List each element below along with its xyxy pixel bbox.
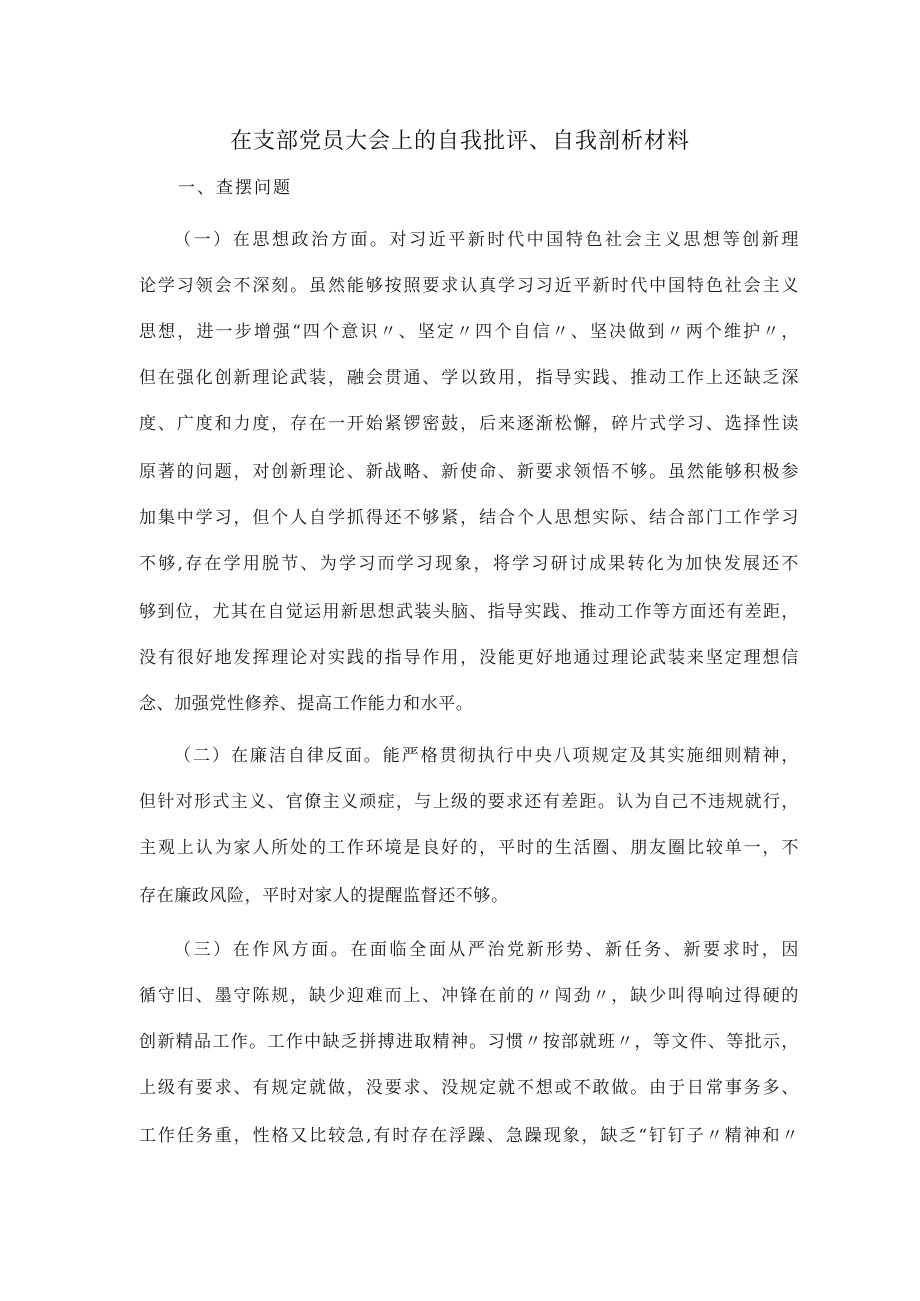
paragraph-line: 没有很好地发挥理论对实践的指导作用，没能更好地通过理论武装来坚定理想信 [139,648,799,668]
section-heading: 一、查摆问题 [178,178,292,198]
paragraph-line: 思想，进一步增强“四个意识〃、坚定〃四个自信〃、坚决做到〃两个维护〃， [139,322,799,342]
paragraph-line: 工作任务重，性格又比较急,有时存在浮躁、急躁现象，缺乏“钉钉子〃精神和〃 [139,1126,799,1146]
paragraph-line: 不够,存在学用脱节、为学习而学习现象，将学习研讨成果转化为加快发展还不 [139,554,799,574]
document-title: 在支部党员大会上的自我批评、自我剖析材料 [229,129,690,154]
paragraph-line: 但针对形式主义、官僚主义顽症，与上级的要求还有差距。认为自己不违规就行， [139,792,799,812]
paragraph-line: （三）在作风方面。在面临全面从严治党新形势、新任务、新要求时，因 [174,940,799,960]
paragraph-line: 论学习领会不深刻。虽然能够按照要求认真学习习近平新时代中国特色社会主义 [139,276,799,296]
paragraph-line: （一）在思想政治方面。对习近平新时代中国特色社会主义思想等创新理 [174,230,799,250]
paragraph-line: 主观上认为家人所处的工作环境是良好的，平时的生活圈、朋友圈比较单一，不 [139,838,799,858]
paragraph-line: 够到位，尤其在自觉运用新思想武装头脑、指导实践、推动工作等方面还有差距， [139,602,799,622]
paragraph-line: 上级有要求、有规定就做，没要求、没规定就不想或不敢做。由于日常事务多、 [139,1078,799,1098]
paragraph-line: 加集中学习，但个人自学抓得还不够紧，结合个人思想实际、结合部门工作学习 [139,508,799,528]
paragraph-line: 度、广度和力度，存在一开始紧锣密鼓，后来逐渐松懈，碎片式学习、选择性读 [139,414,799,434]
paragraph-line: 念、加强党性修养、提高工作能力和水平。 [139,694,474,714]
paragraph-line: （二）在廉洁自律反面。能严格贯彻执行中央八项规定及其实施细则精神， [174,746,799,766]
paragraph-line: 但在强化创新理论武装，融会贯通、学以致用，指导实践、推动工作上还缺乏深 [139,368,799,388]
paragraph-line: 原著的问题，对创新理论、新战略、新使命、新要求领悟不够。虽然能够积极参 [139,462,799,482]
paragraph-line: 创新精品工作。工作中缺乏拼搏进取精神。习惯〃按部就班〃，等文件、等批示， [139,1032,799,1052]
paragraph-line: 存在廉政风险，平时对家人的提醒监督还不够。 [139,886,509,906]
paragraph-line: 循守旧、墨守陈规，缺少迎难而上、冲锋在前的〃闯劲〃，缺少叫得响过得硬的 [139,986,799,1006]
